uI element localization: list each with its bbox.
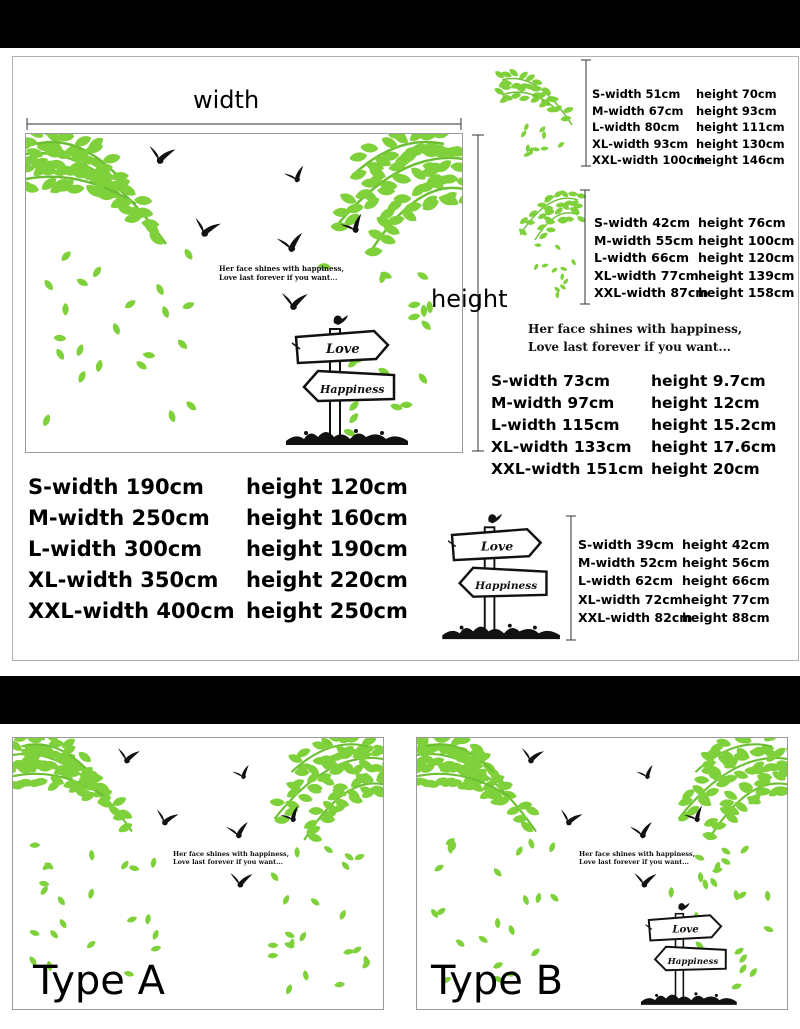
left-branch-size-height: height 93cm bbox=[696, 103, 777, 118]
main-size-width: L-width 300cm bbox=[28, 537, 203, 561]
bird-icon bbox=[232, 765, 253, 782]
leaf-icon bbox=[58, 918, 68, 930]
sign-height-arrow bbox=[566, 514, 576, 642]
right-branch-size-row bbox=[594, 232, 794, 250]
sign-size-height: height 88cm bbox=[682, 609, 770, 625]
left-branch-size-width: S-width 51cm bbox=[592, 87, 681, 101]
leaf-icon bbox=[560, 273, 565, 281]
sign-size-width: M-width 52cm bbox=[578, 555, 678, 571]
sign-size-row bbox=[578, 572, 770, 590]
type-b-motto-line1: Her face shines with happiness, bbox=[579, 850, 695, 858]
motto-size-height: height 12cm bbox=[651, 394, 760, 412]
leaf-icon bbox=[176, 338, 189, 351]
leaf-icon bbox=[343, 852, 355, 863]
leaf-icon bbox=[56, 895, 67, 907]
bird-icon bbox=[520, 747, 544, 765]
sign-size-row bbox=[578, 536, 770, 554]
main-size-height: height 190cm bbox=[246, 537, 408, 561]
leaf-icon bbox=[154, 282, 165, 296]
leaf-icon bbox=[308, 807, 323, 815]
main-size-width: S-width 190cm bbox=[28, 475, 204, 499]
leaf-icon bbox=[75, 343, 85, 357]
main-size-height: height 250cm bbox=[246, 599, 408, 623]
motto-size-height: height 9.7cm bbox=[651, 372, 766, 390]
leaf-icon bbox=[720, 846, 732, 856]
right-branch-size-row bbox=[594, 267, 794, 285]
leaf-icon bbox=[694, 775, 710, 784]
leaf-icon bbox=[512, 814, 528, 824]
sign-size-width: L-width 62cm bbox=[578, 573, 673, 589]
leaf-icon bbox=[554, 244, 562, 252]
right-branch-size-height: height 100cm bbox=[698, 232, 795, 248]
leaf-icon bbox=[523, 122, 530, 131]
motto-size-list bbox=[491, 370, 776, 480]
leaf-icon bbox=[160, 305, 170, 319]
leaf-icon bbox=[549, 892, 560, 903]
leaf-icon bbox=[551, 267, 559, 274]
leaf-icon bbox=[29, 929, 41, 938]
left-branch-size-height: height 146cm bbox=[696, 153, 785, 167]
leaf-icon bbox=[77, 370, 88, 384]
leaf-icon bbox=[89, 850, 95, 861]
type-b-label: Type B bbox=[431, 958, 564, 1004]
leaf-icon bbox=[281, 894, 290, 906]
leaf-icon bbox=[535, 892, 543, 904]
sign-size-width: XL-width 72cm bbox=[578, 591, 683, 607]
width-label: width bbox=[193, 86, 260, 114]
motto-size-height: height 17.6cm bbox=[651, 438, 777, 456]
leaf-icon bbox=[570, 258, 577, 266]
motto-size-row bbox=[491, 370, 776, 392]
leaf-icon bbox=[150, 857, 158, 869]
leaf-icon bbox=[54, 347, 66, 361]
leaf-icon bbox=[111, 322, 122, 336]
motto-size-width: S-width 73cm bbox=[491, 372, 611, 390]
right-branch-size-row bbox=[594, 284, 794, 302]
motto-size-height: height 20cm bbox=[651, 460, 760, 478]
leaf-icon bbox=[433, 863, 445, 873]
main-size-width: XL-width 350cm bbox=[28, 568, 219, 592]
leaf-icon bbox=[302, 970, 310, 982]
right-branch-size-list bbox=[594, 214, 794, 302]
leaf-icon bbox=[167, 409, 177, 423]
leaf-icon bbox=[538, 125, 547, 134]
signpost-preview bbox=[440, 508, 570, 643]
leaf-icon bbox=[492, 867, 503, 879]
leaf-icon bbox=[298, 931, 308, 943]
bird-icon bbox=[633, 872, 656, 888]
leaf-icon bbox=[29, 842, 40, 848]
bird-icon bbox=[636, 765, 657, 782]
leaf-icon bbox=[534, 243, 541, 247]
left-branch-size-row bbox=[592, 103, 785, 120]
motto-preview bbox=[528, 320, 742, 356]
right-branch-size-height: height 120cm bbox=[698, 250, 795, 265]
leaf-icon bbox=[454, 938, 466, 949]
right-branch-size-width: XL-width 77cm bbox=[594, 267, 699, 283]
leaf-icon bbox=[184, 399, 198, 412]
leaf-icon bbox=[697, 872, 703, 883]
leaf-icon bbox=[507, 924, 516, 936]
leaf-icon bbox=[294, 847, 300, 858]
leaf-icon bbox=[268, 943, 279, 948]
leaf-icon bbox=[559, 283, 567, 290]
leaf-icon bbox=[39, 885, 50, 897]
leaf-icon bbox=[75, 277, 89, 288]
leaf-icon bbox=[694, 853, 706, 862]
leaf-icon bbox=[360, 143, 379, 154]
bird-icon bbox=[226, 822, 250, 840]
leaf-icon bbox=[49, 929, 60, 940]
leaf-icon bbox=[748, 967, 759, 979]
motto-size-width: L-width 115cm bbox=[491, 416, 620, 434]
right-branch-height-arrow bbox=[580, 188, 590, 306]
bird-icon bbox=[154, 809, 179, 829]
leaf-icon bbox=[533, 263, 539, 271]
leaf-icon bbox=[38, 880, 50, 887]
leaf-icon bbox=[548, 841, 557, 853]
motto-preview-line1: Her face shines with happiness, bbox=[528, 322, 743, 336]
leaf-icon bbox=[338, 909, 347, 921]
sign-size-width: S-width 39cm bbox=[578, 537, 675, 552]
leaf-icon bbox=[297, 792, 314, 804]
leaf-icon bbox=[119, 859, 130, 871]
motto-size-width: M-width 97cm bbox=[491, 394, 615, 412]
left-branch-size-width: XL-width 93cm bbox=[592, 136, 689, 151]
left-branch-size-row bbox=[592, 119, 785, 136]
bird-icon bbox=[147, 145, 176, 166]
main-size-height: height 160cm bbox=[246, 506, 408, 530]
leaf-icon bbox=[41, 413, 52, 427]
type-a-motto bbox=[173, 850, 289, 867]
type-b-preview bbox=[416, 737, 788, 1010]
left-branch-size-height: height 111cm bbox=[696, 120, 785, 134]
bird-icon bbox=[284, 166, 308, 186]
type-a-motto-line2: Love last forever if you want... bbox=[173, 858, 283, 867]
leaf-icon bbox=[269, 871, 280, 883]
motto-size-width: XXL-width 151cm bbox=[491, 460, 644, 478]
signpost-illustration bbox=[286, 309, 416, 449]
leaf-icon bbox=[542, 131, 547, 139]
leaf-icon bbox=[62, 303, 68, 316]
leaf-icon bbox=[668, 887, 674, 898]
motto-preview-line2: Love last forever if you want... bbox=[528, 340, 731, 354]
leaf-icon bbox=[322, 844, 334, 855]
motto-size-row bbox=[491, 436, 776, 458]
right-branch-size-width: L-width 66cm bbox=[594, 250, 689, 265]
leaf-icon bbox=[151, 929, 160, 941]
leaf-icon bbox=[541, 263, 549, 268]
motto-size-row bbox=[491, 414, 776, 436]
mural-motto-line2: Love last forever if you want... bbox=[219, 273, 338, 283]
bird-icon bbox=[191, 217, 221, 240]
leaf-icon bbox=[134, 195, 153, 205]
leaf-icon bbox=[269, 798, 285, 806]
leaf-icon bbox=[285, 983, 294, 995]
left-branch-size-height: height 70cm bbox=[696, 87, 777, 101]
motto-size-row bbox=[491, 458, 776, 480]
leaf-icon bbox=[87, 888, 95, 900]
sign-size-list bbox=[578, 536, 770, 627]
leaf-icon bbox=[25, 136, 38, 147]
left-branch-size-height: height 130cm bbox=[696, 136, 785, 151]
leaf-icon bbox=[334, 981, 345, 988]
left-branch-size-row bbox=[592, 86, 785, 103]
sign-size-height: height 66cm bbox=[682, 573, 770, 589]
main-size-list bbox=[28, 472, 408, 627]
main-size-width: M-width 250cm bbox=[28, 506, 210, 530]
motto-size-row bbox=[491, 392, 776, 414]
right-branch-size-height: height 158cm bbox=[698, 285, 795, 300]
leaf-icon bbox=[126, 915, 138, 924]
left-branch-size-row bbox=[592, 136, 785, 153]
leaf-icon bbox=[284, 930, 296, 939]
right-branch-preview bbox=[510, 190, 580, 300]
leaf-icon bbox=[267, 953, 278, 959]
mural-motto bbox=[219, 264, 344, 282]
leaf-icon bbox=[557, 141, 566, 149]
leaf-icon bbox=[85, 939, 97, 950]
leaf-icon bbox=[495, 918, 501, 929]
leaf-icon bbox=[144, 913, 151, 924]
bird-icon bbox=[558, 809, 583, 829]
height-label: height bbox=[431, 285, 508, 313]
sign-size-width: XXL-width 82cm bbox=[578, 609, 693, 625]
leaf-icon bbox=[530, 947, 542, 958]
leaf-icon bbox=[720, 856, 732, 866]
type-a-preview bbox=[12, 737, 384, 1010]
leaf-icon bbox=[417, 372, 430, 386]
leaf-icon bbox=[408, 301, 421, 309]
bird-icon bbox=[277, 233, 306, 254]
type-b-motto-line2: Love last forever if you want... bbox=[579, 858, 689, 867]
leaf-icon bbox=[416, 270, 430, 282]
right-branch-size-width: S-width 42cm bbox=[594, 215, 691, 230]
leaf-icon bbox=[91, 265, 103, 279]
leaf-icon bbox=[349, 151, 368, 163]
leaf-icon bbox=[421, 304, 428, 317]
leaf-icon bbox=[560, 266, 568, 272]
mural-motto-line1: Her face shines with happiness, bbox=[219, 264, 344, 273]
main-size-row bbox=[28, 503, 408, 534]
leaf-icon bbox=[521, 894, 530, 906]
sign-size-height: height 56cm bbox=[682, 555, 770, 571]
main-size-height: height 120cm bbox=[246, 475, 408, 499]
leaf-icon bbox=[702, 831, 719, 842]
leaf-icon bbox=[142, 351, 155, 359]
leaf-icon bbox=[518, 227, 529, 237]
left-branch-size-width: L-width 80cm bbox=[592, 120, 680, 134]
leaf-icon bbox=[527, 838, 535, 850]
main-size-row bbox=[28, 565, 408, 596]
bird-icon bbox=[630, 822, 654, 840]
bird-icon bbox=[116, 747, 140, 765]
main-size-row bbox=[28, 596, 408, 627]
left-branch-size-width: XXL-width 100cm bbox=[592, 153, 706, 167]
leaf-icon bbox=[354, 853, 366, 862]
leaf-icon bbox=[182, 247, 194, 261]
sign-size-row bbox=[578, 591, 770, 609]
leaf-icon bbox=[763, 925, 775, 934]
leaf-icon bbox=[123, 298, 137, 310]
leaf-icon bbox=[128, 864, 140, 872]
leaf-icon bbox=[739, 844, 750, 855]
right-branch-size-width: XXL-width 87cm bbox=[594, 285, 709, 300]
leaf-icon bbox=[309, 896, 321, 907]
main-size-height: height 220cm bbox=[246, 568, 408, 592]
leaf-icon bbox=[364, 246, 383, 257]
leaf-icon bbox=[555, 291, 559, 298]
leaf-icon bbox=[340, 860, 351, 872]
motto-size-width: XL-width 133cm bbox=[491, 438, 632, 456]
left-branch-size-width: M-width 67cm bbox=[592, 103, 684, 118]
right-branch-size-width: M-width 55cm bbox=[594, 232, 694, 248]
bird-icon bbox=[229, 872, 252, 888]
leaf-icon bbox=[42, 278, 55, 292]
left-branch-size-row bbox=[592, 152, 785, 169]
right-branch-size-height: height 76cm bbox=[698, 215, 786, 230]
type-a-label: Type A bbox=[33, 958, 165, 1004]
main-mural-preview bbox=[25, 133, 463, 453]
type-b-signpost bbox=[637, 898, 747, 1008]
leaf-icon bbox=[520, 129, 528, 138]
left-branch-size-list bbox=[592, 86, 785, 169]
type-a-motto-line1: Her face shines with happiness, bbox=[173, 850, 289, 858]
leaf-icon bbox=[514, 845, 524, 857]
leaf-icon bbox=[181, 300, 195, 310]
main-size-width: XXL-width 400cm bbox=[28, 599, 235, 623]
right-branch-size-row bbox=[594, 214, 794, 232]
leaf-icon bbox=[135, 359, 149, 371]
leaf-icon bbox=[477, 934, 489, 944]
sign-size-row bbox=[578, 609, 770, 627]
top-black-band bbox=[0, 0, 800, 48]
motto-size-height: height 15.2cm bbox=[651, 416, 777, 434]
leaf-icon bbox=[95, 359, 104, 373]
sign-size-row bbox=[578, 554, 770, 572]
leaf-icon bbox=[568, 191, 578, 197]
sign-size-height: height 77cm bbox=[682, 591, 770, 607]
leaf-icon bbox=[59, 249, 72, 262]
leaf-icon bbox=[419, 319, 432, 332]
leaf-icon bbox=[540, 146, 548, 151]
main-size-row bbox=[28, 472, 408, 503]
leaf-icon bbox=[450, 162, 463, 172]
leaf-icon bbox=[53, 334, 66, 341]
leaf-icon bbox=[531, 78, 543, 86]
left-branch-height-arrow bbox=[581, 58, 591, 168]
middle-black-band bbox=[0, 676, 800, 724]
left-branch-preview bbox=[497, 70, 577, 160]
leaf-icon bbox=[709, 877, 719, 889]
right-branch-size-height: height 139cm bbox=[698, 267, 795, 283]
leaf-icon bbox=[546, 227, 556, 233]
width-arrow bbox=[25, 118, 465, 130]
right-branch-size-row bbox=[594, 249, 794, 267]
sign-size-height: height 42cm bbox=[682, 537, 770, 552]
leaf-icon bbox=[765, 890, 771, 901]
leaf-icon bbox=[150, 945, 162, 953]
leaf-icon bbox=[760, 737, 777, 743]
type-b-motto bbox=[579, 850, 695, 867]
main-size-row bbox=[28, 534, 408, 565]
